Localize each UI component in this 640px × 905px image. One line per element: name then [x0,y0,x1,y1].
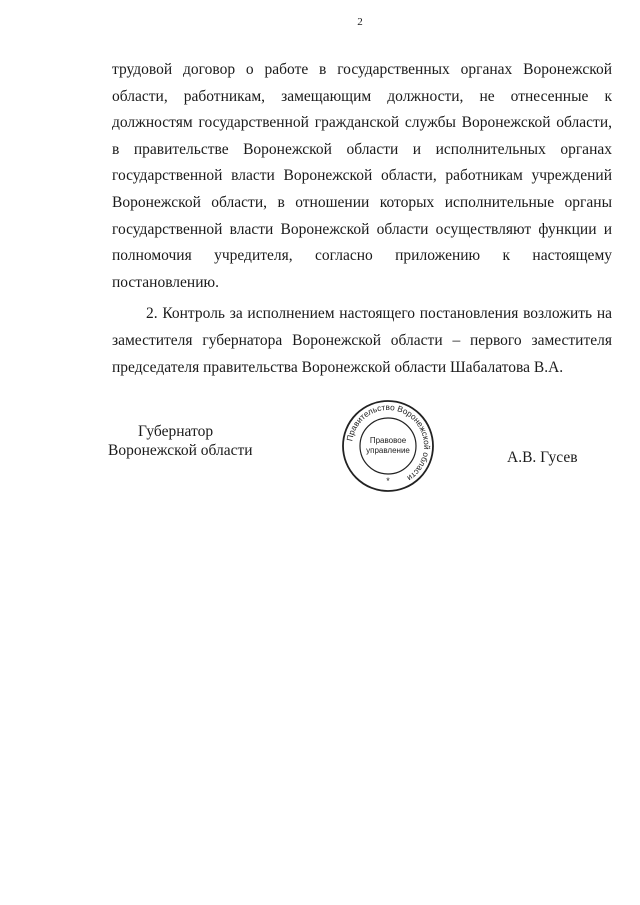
signatory-title-line-2: Воронежской области [108,442,253,459]
paragraph-continuation: трудовой договор о работе в государственных органах Воронежской области, работникам, замещающим должности, не отнесенные к должностям государственной гражданской службы Воронежской области, в правительстве Воронежской области и исполнительных органах государственной власти Воронежской области, работникам учреждений Воронежской области, в отношении которых исполнительные органы государственной власти Воронежской области осуществляют функции и полномочия учредителя, согласно приложению к настоящему постановлению. [112,61,612,291]
signatory-name: А.В. Гусев [507,449,578,466]
document-body [112,57,612,381]
stamp-ring-text: Правительство Воронежской области [344,401,433,484]
stamp-center-text [366,436,410,456]
stamp-center-line-1: Правовое [369,436,407,445]
stamp-center-line-2: управление [366,446,410,455]
paragraph-control-clause: 2. Контроль за исполнением настоящего постановления возложить на заместителя губернатора Воронежской области – первого заместителя председателя правительства Воронежской области Шабалатова В.А. [112,305,612,376]
stamp-star: * [386,476,390,486]
official-stamp [340,398,436,494]
page-number: 2 [357,16,363,28]
signatory-title-line-1: Губернатор [138,423,214,440]
signatory-title [108,422,253,460]
